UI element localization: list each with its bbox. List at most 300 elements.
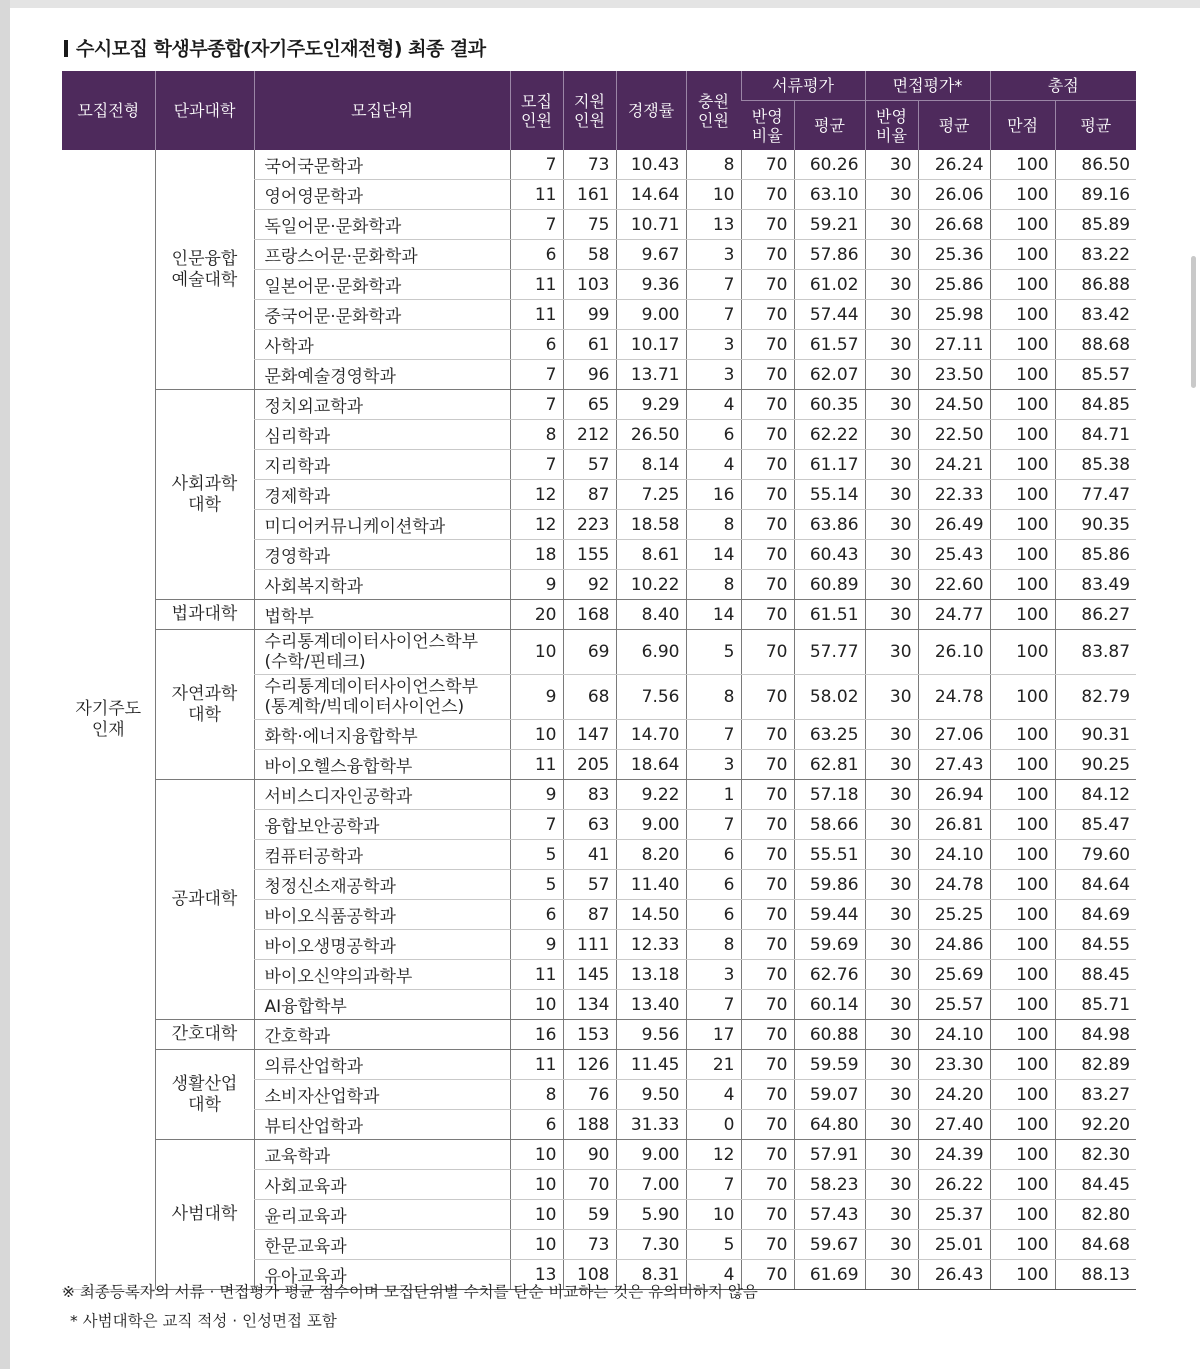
cell-unit: 미디어커뮤니케이션학과 xyxy=(254,510,510,540)
cell-quota: 11 xyxy=(510,300,563,330)
cell-doc-avg: 62.81 xyxy=(794,750,865,780)
cell-total-full: 100 xyxy=(990,990,1055,1020)
cell-interview-avg: 27.11 xyxy=(918,330,990,360)
cell-total-avg: 92.20 xyxy=(1055,1110,1136,1140)
cell-ratio: 10.71 xyxy=(616,210,686,240)
cell-doc-avg: 63.25 xyxy=(794,720,865,750)
cell-unit: 경제학과 xyxy=(254,480,510,510)
cell-quota: 9 xyxy=(510,780,563,810)
cell-doc-weight: 70 xyxy=(741,330,794,360)
cell-doc-weight: 70 xyxy=(741,180,794,210)
cell-doc-weight: 70 xyxy=(741,1230,794,1260)
cell-ratio: 18.58 xyxy=(616,510,686,540)
cell-total-avg: 84.85 xyxy=(1055,390,1136,420)
cell-applicants: 90 xyxy=(563,1140,616,1170)
cell-doc-avg: 60.88 xyxy=(794,1020,865,1050)
cell-extra: 8 xyxy=(686,675,741,720)
page-title xyxy=(64,34,486,61)
cell-applicants: 96 xyxy=(563,360,616,390)
cell-total-avg: 86.88 xyxy=(1055,270,1136,300)
cell-doc-avg: 57.86 xyxy=(794,240,865,270)
cell-applicants: 70 xyxy=(563,1170,616,1200)
cell-quota: 12 xyxy=(510,510,563,540)
cell-doc-weight: 70 xyxy=(741,390,794,420)
cell-interview-avg: 24.78 xyxy=(918,870,990,900)
cell-interview-avg: 25.36 xyxy=(918,240,990,270)
cell-quota: 7 xyxy=(510,810,563,840)
cell-doc-weight: 70 xyxy=(741,870,794,900)
cell-total-avg: 83.27 xyxy=(1055,1080,1136,1110)
cell-ratio: 18.64 xyxy=(616,750,686,780)
cell-quota: 10 xyxy=(510,1230,563,1260)
cell-ratio: 14.64 xyxy=(616,180,686,210)
cell-doc-weight: 70 xyxy=(741,300,794,330)
cell-doc-avg: 59.21 xyxy=(794,210,865,240)
cell-applicants: 59 xyxy=(563,1200,616,1230)
cell-extra: 21 xyxy=(686,1050,741,1080)
cell-ratio: 8.61 xyxy=(616,540,686,570)
header-applicants: 지원 인원 xyxy=(563,71,616,150)
cell-interview-avg: 25.01 xyxy=(918,1230,990,1260)
cell-quota: 10 xyxy=(510,990,563,1020)
cell-applicants: 147 xyxy=(563,720,616,750)
header-type: 모집전형 xyxy=(62,71,155,150)
table-row xyxy=(62,1050,1136,1080)
cell-total-full: 100 xyxy=(990,150,1055,180)
title-bar-icon xyxy=(64,40,68,57)
cell-ratio: 31.33 xyxy=(616,1110,686,1140)
cell-college: 간호대학 xyxy=(155,1020,254,1050)
cell-doc-weight: 70 xyxy=(741,1080,794,1110)
cell-unit: 바이오식품공학과 xyxy=(254,900,510,930)
cell-interview-weight: 30 xyxy=(865,150,918,180)
cell-extra: 13 xyxy=(686,210,741,240)
cell-doc-avg: 62.22 xyxy=(794,420,865,450)
cell-total-full: 100 xyxy=(990,1080,1055,1110)
cell-extra: 4 xyxy=(686,450,741,480)
cell-doc-avg: 57.77 xyxy=(794,630,865,675)
cell-doc-avg: 59.07 xyxy=(794,1080,865,1110)
cell-interview-weight: 30 xyxy=(865,870,918,900)
cell-applicants: 205 xyxy=(563,750,616,780)
cell-total-avg: 84.69 xyxy=(1055,900,1136,930)
cell-quota: 7 xyxy=(510,150,563,180)
cell-total-full: 100 xyxy=(990,180,1055,210)
cell-ratio: 7.30 xyxy=(616,1230,686,1260)
cell-interview-avg: 24.77 xyxy=(918,600,990,630)
cell-quota: 11 xyxy=(510,750,563,780)
cell-interview-weight: 30 xyxy=(865,810,918,840)
cell-total-full: 100 xyxy=(990,1050,1055,1080)
cell-applicants: 92 xyxy=(563,570,616,600)
cell-ratio: 9.36 xyxy=(616,270,686,300)
cell-doc-avg: 59.59 xyxy=(794,1050,865,1080)
cell-unit: 수리통계데이터사이언스학부 (수학/핀테크) xyxy=(254,630,510,675)
cell-total-full: 100 xyxy=(990,1110,1055,1140)
cell-unit: 사학과 xyxy=(254,330,510,360)
cell-quota: 9 xyxy=(510,930,563,960)
cell-ratio: 26.50 xyxy=(616,420,686,450)
cell-doc-weight: 70 xyxy=(741,1140,794,1170)
results-table xyxy=(62,71,1136,1290)
cell-interview-avg: 24.21 xyxy=(918,450,990,480)
cell-doc-avg: 59.86 xyxy=(794,870,865,900)
cell-total-full: 100 xyxy=(990,870,1055,900)
cell-extra: 8 xyxy=(686,150,741,180)
cell-unit: 간호학과 xyxy=(254,1020,510,1050)
cell-doc-avg: 61.57 xyxy=(794,330,865,360)
cell-interview-weight: 30 xyxy=(865,300,918,330)
cell-unit: 문화예술경영학과 xyxy=(254,360,510,390)
cell-doc-weight: 70 xyxy=(741,510,794,540)
cell-doc-avg: 59.67 xyxy=(794,1230,865,1260)
cell-interview-avg: 27.40 xyxy=(918,1110,990,1140)
cell-total-full: 100 xyxy=(990,1200,1055,1230)
cell-extra: 3 xyxy=(686,960,741,990)
cell-applicants: 126 xyxy=(563,1050,616,1080)
cell-doc-weight: 70 xyxy=(741,570,794,600)
cell-doc-avg: 60.43 xyxy=(794,540,865,570)
cell-interview-avg: 26.81 xyxy=(918,810,990,840)
cell-quota: 6 xyxy=(510,900,563,930)
cell-interview-weight: 30 xyxy=(865,390,918,420)
cell-ratio: 7.56 xyxy=(616,675,686,720)
cell-interview-weight: 30 xyxy=(865,600,918,630)
cell-extra: 14 xyxy=(686,600,741,630)
cell-extra: 4 xyxy=(686,1260,741,1290)
cell-total-full: 100 xyxy=(990,1140,1055,1170)
cell-total-avg: 85.71 xyxy=(1055,990,1136,1020)
cell-doc-avg: 58.23 xyxy=(794,1170,865,1200)
cell-total-full: 100 xyxy=(990,360,1055,390)
header-total-group: 총점 xyxy=(990,71,1136,101)
cell-doc-avg: 60.89 xyxy=(794,570,865,600)
table-row xyxy=(62,390,1136,420)
cell-total-avg: 90.25 xyxy=(1055,750,1136,780)
cell-ratio: 5.90 xyxy=(616,1200,686,1230)
cell-unit: 지리학과 xyxy=(254,450,510,480)
cell-doc-avg: 60.26 xyxy=(794,150,865,180)
cell-unit: 수리통계데이터사이언스학부 (통계학/빅데이터사이언스) xyxy=(254,675,510,720)
cell-doc-weight: 70 xyxy=(741,1170,794,1200)
cell-doc-weight: 70 xyxy=(741,420,794,450)
cell-unit: 청정신소재공학과 xyxy=(254,870,510,900)
cell-interview-avg: 26.49 xyxy=(918,510,990,540)
cell-total-avg: 84.55 xyxy=(1055,930,1136,960)
cell-interview-weight: 30 xyxy=(865,270,918,300)
cell-interview-avg: 23.30 xyxy=(918,1050,990,1080)
cell-doc-avg: 60.35 xyxy=(794,390,865,420)
cell-quota: 11 xyxy=(510,1050,563,1080)
cell-total-avg: 83.42 xyxy=(1055,300,1136,330)
window-left-edge xyxy=(0,0,10,1369)
cell-applicants: 103 xyxy=(563,270,616,300)
cell-total-avg: 82.30 xyxy=(1055,1140,1136,1170)
cell-doc-weight: 70 xyxy=(741,990,794,1020)
header-doc-weight: 반영 비율 xyxy=(741,101,794,151)
cell-interview-weight: 30 xyxy=(865,930,918,960)
cell-applicants: 188 xyxy=(563,1110,616,1140)
cell-interview-avg: 24.86 xyxy=(918,930,990,960)
cell-extra: 7 xyxy=(686,990,741,1020)
cell-applicants: 155 xyxy=(563,540,616,570)
cell-interview-weight: 30 xyxy=(865,675,918,720)
cell-total-full: 100 xyxy=(990,240,1055,270)
cell-unit: 화학·에너지융합학부 xyxy=(254,720,510,750)
cell-doc-weight: 70 xyxy=(741,270,794,300)
cell-doc-avg: 62.07 xyxy=(794,360,865,390)
cell-doc-weight: 70 xyxy=(741,1050,794,1080)
cell-interview-weight: 30 xyxy=(865,1110,918,1140)
cell-total-full: 100 xyxy=(990,510,1055,540)
cell-total-full: 100 xyxy=(990,1020,1055,1050)
cell-quota: 6 xyxy=(510,1110,563,1140)
cell-doc-weight: 70 xyxy=(741,810,794,840)
header-interview-group: 면접평가* xyxy=(865,71,990,101)
header-interview-weight: 반영 비율 xyxy=(865,101,918,151)
cell-total-avg: 90.35 xyxy=(1055,510,1136,540)
cell-applicants: 63 xyxy=(563,810,616,840)
cell-unit: 한문교육과 xyxy=(254,1230,510,1260)
cell-ratio: 9.00 xyxy=(616,810,686,840)
cell-unit: 교육학과 xyxy=(254,1140,510,1170)
cell-quota: 5 xyxy=(510,870,563,900)
table-row xyxy=(62,1140,1136,1170)
cell-applicants: 76 xyxy=(563,1080,616,1110)
cell-quota: 7 xyxy=(510,210,563,240)
cell-applicants: 75 xyxy=(563,210,616,240)
cell-doc-avg: 59.69 xyxy=(794,930,865,960)
cell-total-avg: 89.16 xyxy=(1055,180,1136,210)
cell-quota: 8 xyxy=(510,420,563,450)
cell-total-full: 100 xyxy=(990,480,1055,510)
header-total-full: 만점 xyxy=(990,101,1055,151)
cell-college: 사회과학 대학 xyxy=(155,390,254,600)
cell-total-full: 100 xyxy=(990,330,1055,360)
cell-unit: 일본어문·문화학과 xyxy=(254,270,510,300)
table-row xyxy=(62,780,1136,810)
cell-doc-avg: 61.17 xyxy=(794,450,865,480)
cell-extra: 7 xyxy=(686,810,741,840)
cell-college: 생활산업 대학 xyxy=(155,1050,254,1140)
cell-applicants: 134 xyxy=(563,990,616,1020)
cell-doc-avg: 57.43 xyxy=(794,1200,865,1230)
cell-interview-avg: 24.20 xyxy=(918,1080,990,1110)
cell-ratio: 13.40 xyxy=(616,990,686,1020)
cell-total-avg: 84.68 xyxy=(1055,1230,1136,1260)
cell-extra: 10 xyxy=(686,180,741,210)
cell-quota: 9 xyxy=(510,570,563,600)
cell-doc-avg: 64.80 xyxy=(794,1110,865,1140)
cell-total-avg: 83.49 xyxy=(1055,570,1136,600)
cell-unit: 융합보안공학과 xyxy=(254,810,510,840)
cell-applicants: 87 xyxy=(563,480,616,510)
cell-ratio: 8.31 xyxy=(616,1260,686,1290)
cell-quota: 11 xyxy=(510,180,563,210)
cell-interview-avg: 26.94 xyxy=(918,780,990,810)
cell-applicants: 69 xyxy=(563,630,616,675)
cell-college: 법과대학 xyxy=(155,600,254,630)
cell-unit: 윤리교육과 xyxy=(254,1200,510,1230)
cell-extra: 10 xyxy=(686,1200,741,1230)
cell-interview-avg: 24.10 xyxy=(918,1020,990,1050)
cell-total-avg: 84.12 xyxy=(1055,780,1136,810)
cell-quota: 6 xyxy=(510,330,563,360)
header-college: 단과대학 xyxy=(155,71,254,150)
cell-extra: 3 xyxy=(686,330,741,360)
cell-ratio: 10.17 xyxy=(616,330,686,360)
cell-total-avg: 85.86 xyxy=(1055,540,1136,570)
cell-doc-avg: 60.14 xyxy=(794,990,865,1020)
cell-quota: 18 xyxy=(510,540,563,570)
cell-total-avg: 85.89 xyxy=(1055,210,1136,240)
cell-total-avg: 85.38 xyxy=(1055,450,1136,480)
cell-interview-weight: 30 xyxy=(865,1200,918,1230)
cell-unit: 유아교육과 xyxy=(254,1260,510,1290)
cell-total-full: 100 xyxy=(990,570,1055,600)
cell-total-full: 100 xyxy=(990,420,1055,450)
cell-applicants: 168 xyxy=(563,600,616,630)
cell-total-full: 100 xyxy=(990,450,1055,480)
cell-interview-avg: 25.57 xyxy=(918,990,990,1020)
header-unit: 모집단위 xyxy=(254,71,510,150)
cell-extra: 3 xyxy=(686,360,741,390)
cell-college: 사범대학 xyxy=(155,1140,254,1290)
cell-interview-weight: 30 xyxy=(865,720,918,750)
cell-doc-weight: 70 xyxy=(741,1110,794,1140)
cell-college: 인문융합 예술대학 xyxy=(155,150,254,390)
cell-doc-avg: 57.44 xyxy=(794,300,865,330)
cell-total-avg: 88.68 xyxy=(1055,330,1136,360)
cell-interview-weight: 30 xyxy=(865,1020,918,1050)
cell-interview-avg: 26.24 xyxy=(918,150,990,180)
header-ratio: 경쟁률 xyxy=(616,71,686,150)
cell-total-avg: 84.71 xyxy=(1055,420,1136,450)
cell-interview-weight: 30 xyxy=(865,1230,918,1260)
cell-extra: 5 xyxy=(686,1230,741,1260)
cell-interview-avg: 26.06 xyxy=(918,180,990,210)
cell-doc-avg: 61.02 xyxy=(794,270,865,300)
cell-total-full: 100 xyxy=(990,960,1055,990)
cell-total-avg: 77.47 xyxy=(1055,480,1136,510)
cell-quota: 11 xyxy=(510,960,563,990)
cell-doc-avg: 57.91 xyxy=(794,1140,865,1170)
cell-college: 자연과학 대학 xyxy=(155,630,254,780)
cell-unit: 국어국문학과 xyxy=(254,150,510,180)
footnotes xyxy=(62,1278,758,1336)
cell-total-avg: 82.89 xyxy=(1055,1050,1136,1080)
cell-doc-weight: 70 xyxy=(741,150,794,180)
cell-quota: 7 xyxy=(510,360,563,390)
cell-applicants: 87 xyxy=(563,900,616,930)
cell-ratio: 13.71 xyxy=(616,360,686,390)
cell-doc-avg: 59.44 xyxy=(794,900,865,930)
cell-doc-weight: 70 xyxy=(741,240,794,270)
cell-interview-avg: 24.78 xyxy=(918,675,990,720)
cell-extra: 7 xyxy=(686,1170,741,1200)
cell-quota: 10 xyxy=(510,1200,563,1230)
cell-total-full: 100 xyxy=(990,270,1055,300)
cell-extra: 6 xyxy=(686,420,741,450)
table-row xyxy=(62,150,1136,180)
cell-unit: 바이오신약의과학부 xyxy=(254,960,510,990)
cell-total-avg: 79.60 xyxy=(1055,840,1136,870)
cell-interview-avg: 25.69 xyxy=(918,960,990,990)
cell-admission-type: 자기주도 인재 xyxy=(62,150,155,1290)
cell-applicants: 65 xyxy=(563,390,616,420)
cell-total-avg: 86.50 xyxy=(1055,150,1136,180)
cell-doc-avg: 57.18 xyxy=(794,780,865,810)
cell-applicants: 145 xyxy=(563,960,616,990)
cell-unit: 바이오헬스융합학부 xyxy=(254,750,510,780)
cell-interview-weight: 30 xyxy=(865,210,918,240)
cell-applicants: 153 xyxy=(563,1020,616,1050)
cell-total-avg: 85.47 xyxy=(1055,810,1136,840)
cell-doc-avg: 55.51 xyxy=(794,840,865,870)
cell-applicants: 73 xyxy=(563,1230,616,1260)
cell-extra: 1 xyxy=(686,780,741,810)
cell-extra: 3 xyxy=(686,750,741,780)
cell-ratio: 9.50 xyxy=(616,1080,686,1110)
cell-interview-avg: 26.22 xyxy=(918,1170,990,1200)
cell-total-full: 100 xyxy=(990,810,1055,840)
cell-applicants: 111 xyxy=(563,930,616,960)
cell-doc-avg: 58.66 xyxy=(794,810,865,840)
cell-doc-weight: 70 xyxy=(741,540,794,570)
header-quota: 모집 인원 xyxy=(510,71,563,150)
cell-interview-weight: 30 xyxy=(865,750,918,780)
cell-ratio: 14.70 xyxy=(616,720,686,750)
header-extra: 충원 인원 xyxy=(686,71,741,150)
cell-quota: 10 xyxy=(510,1140,563,1170)
cell-unit: 경영학과 xyxy=(254,540,510,570)
cell-doc-weight: 70 xyxy=(741,900,794,930)
cell-interview-weight: 30 xyxy=(865,480,918,510)
cell-doc-weight: 70 xyxy=(741,450,794,480)
cell-applicants: 99 xyxy=(563,300,616,330)
header-total-avg: 평균 xyxy=(1055,101,1136,151)
cell-unit: 영어영문학과 xyxy=(254,180,510,210)
cell-applicants: 58 xyxy=(563,240,616,270)
footnote-1: ※ 최종등록자의 서류 · 면접평가 평균 점수이며 모집단위별 수치를 단순 비교하는 것은 유의미하지 않음 xyxy=(62,1283,758,1301)
cell-interview-avg: 24.39 xyxy=(918,1140,990,1170)
cell-extra: 8 xyxy=(686,930,741,960)
cell-quota: 6 xyxy=(510,240,563,270)
cell-extra: 3 xyxy=(686,240,741,270)
cell-doc-weight: 70 xyxy=(741,360,794,390)
table-row xyxy=(62,600,1136,630)
cell-interview-avg: 26.43 xyxy=(918,1260,990,1290)
cell-extra: 7 xyxy=(686,270,741,300)
cell-extra: 7 xyxy=(686,300,741,330)
scrollbar-handle[interactable] xyxy=(1191,256,1196,388)
cell-unit: 독일어문·문화학과 xyxy=(254,210,510,240)
cell-ratio: 9.29 xyxy=(616,390,686,420)
cell-applicants: 73 xyxy=(563,150,616,180)
cell-unit: 컴퓨터공학과 xyxy=(254,840,510,870)
cell-interview-avg: 25.86 xyxy=(918,270,990,300)
cell-ratio: 14.50 xyxy=(616,900,686,930)
cell-ratio: 13.18 xyxy=(616,960,686,990)
cell-doc-weight: 70 xyxy=(741,960,794,990)
cell-total-full: 100 xyxy=(990,930,1055,960)
cell-unit: 정치외교학과 xyxy=(254,390,510,420)
cell-ratio: 10.43 xyxy=(616,150,686,180)
cell-extra: 7 xyxy=(686,720,741,750)
cell-quota: 10 xyxy=(510,630,563,675)
cell-total-avg: 83.87 xyxy=(1055,630,1136,675)
cell-doc-weight: 70 xyxy=(741,840,794,870)
